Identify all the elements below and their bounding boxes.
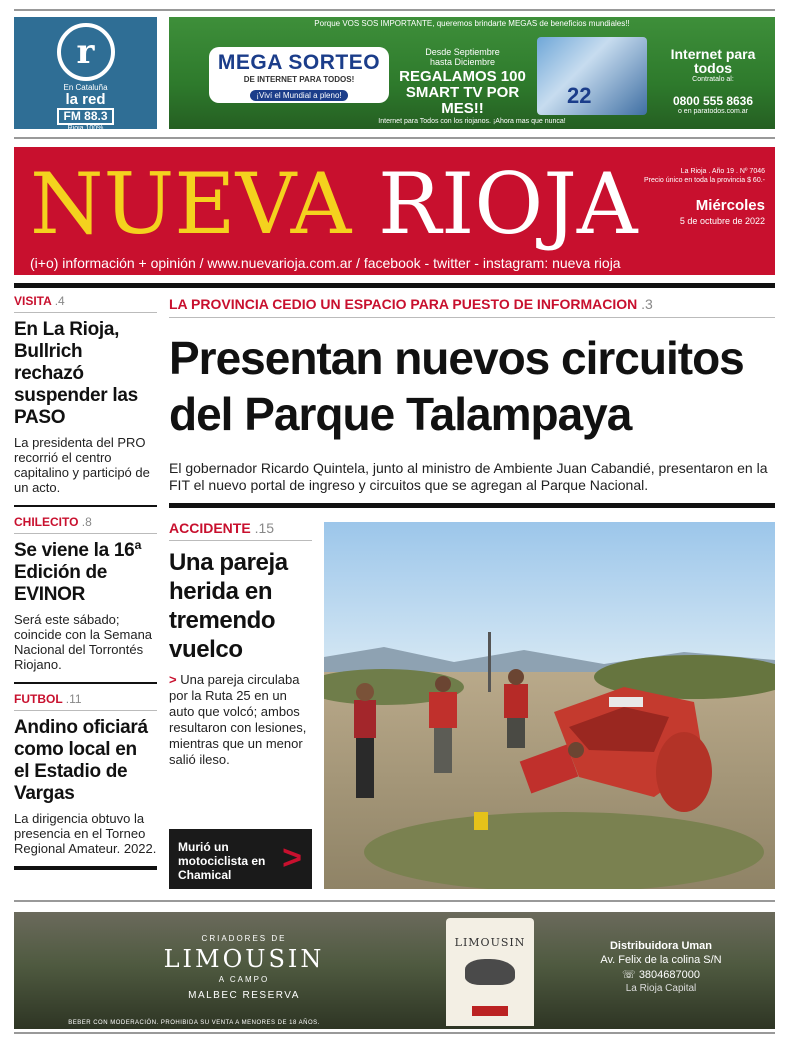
masthead-tagline[interactable]: (i+o) información + opinión / www.nuevarioja.com.ar / facebook - twitter - instagram: nueva rioja	[30, 255, 621, 271]
page-bottom-rule	[14, 1032, 775, 1034]
left-story-futbol[interactable]	[14, 692, 157, 856]
distributor-city: La Rioja Capital	[625, 983, 697, 994]
radio-frequency: FM 88.3	[57, 108, 113, 125]
page-ref: .8	[81, 515, 92, 529]
divider	[14, 710, 157, 711]
limousin-wine: MALBEC RESERVA	[188, 990, 300, 1001]
masthead-price-line: Precio único en toda la provincia $ 60.-	[643, 177, 765, 184]
radio-logo-icon: r	[57, 23, 115, 81]
ad-right-contact	[657, 47, 769, 115]
story-headline[interactable]: Andino oficiará como local en el Estadio de Vargas	[14, 717, 148, 804]
masthead-day: Miércoles	[695, 197, 765, 214]
players-image-icon	[537, 37, 647, 115]
story-summary: La presidenta del PRO recorrió el centro capitalino y participó de un acto.	[14, 435, 150, 495]
masthead-title-rioja: RIOJA	[377, 155, 638, 253]
section-name: CHILECITO	[14, 515, 79, 529]
bottle-brand: LIMOUSIN	[454, 936, 526, 949]
top-rule	[14, 9, 775, 11]
ad-mid-small-1: Desde Septiembre	[425, 47, 500, 57]
masthead-date: 5 de octubre de 2022	[679, 216, 765, 226]
ad-mid-small-2: hasta Diciembre	[429, 57, 496, 67]
divider	[169, 540, 312, 541]
page-ref: .4	[54, 294, 65, 308]
kicker-text: ACCIDENTE	[169, 520, 251, 536]
accident-body-text: Una pareja circulaba por la Ruta 25 en un auto que volcó; ambos resultaron con lesiones, mientras que un menor salió ileso.	[169, 672, 307, 767]
page-ref: .11	[65, 692, 82, 706]
divider	[14, 533, 157, 534]
section-label	[14, 294, 157, 308]
limousin-small-top: CRIADORES DE	[201, 934, 287, 943]
bottle-label-band	[472, 1006, 508, 1016]
section-label	[14, 692, 157, 706]
distributor-phone	[566, 968, 756, 981]
accident-body	[169, 672, 312, 768]
radio-tag: Rioja 100%	[67, 125, 104, 132]
ad-right-sub: Contratalo al:	[692, 76, 734, 83]
header-rule	[14, 137, 775, 139]
accident-photo-illustration	[324, 522, 775, 889]
masthead-issue-line: La Rioja . Año 19 . Nº 7046	[680, 168, 765, 175]
mega-sorteo-title: MEGA SORTEO	[217, 51, 381, 74]
ad-top-line: Porque VOS SOS IMPORTANTE, queremos brindarte MEGAS de beneficios mundiales!!	[314, 19, 630, 28]
left-column	[14, 294, 157, 878]
alcohol-warning: BEBER CON MODERACIÓN. PROHIBIDA SU VENTA A MENORES DE 18 AÑOS.	[68, 1020, 320, 1026]
left-story-chilecito[interactable]	[14, 515, 157, 672]
bottom-ad-rule	[14, 900, 775, 902]
ad-mid-text	[395, 47, 530, 117]
ad-bottom-line: Internet para Todos con los riojanos. ¡Ahora mas que nunca!	[378, 118, 566, 125]
wine-bottle-icon	[446, 918, 534, 1026]
kicker-text: LA PROVINCIA CEDIO UN ESPACIO PARA PUESTO DE INFORMACION	[169, 296, 638, 312]
divider	[14, 866, 157, 870]
mega-sorteo-tag: ¡Viví el Mundial a pleno!	[250, 90, 347, 101]
main-story-deck: El gobernador Ricardo Quintela, junto al ministro de Ambiente Juan Cabandié, presentaron en la FIT el nuevo portal de ingreso y circuitos que se agregan al Parque Nacional.	[169, 460, 768, 493]
story-headline[interactable]: Se viene la 16ª Edición de EVINOR	[14, 540, 142, 605]
ad-right-brand: Internet para todos	[670, 46, 756, 76]
section-label	[14, 515, 157, 529]
section-name: FUTBOL	[14, 692, 63, 706]
accident-kicker	[169, 520, 274, 536]
masthead-bottom-rule	[14, 283, 775, 288]
player-number: 22	[567, 83, 592, 108]
story-headline[interactable]: En La Rioja, Bullrich rechazó suspender las PASO	[14, 319, 138, 428]
accident-photo[interactable]	[324, 522, 775, 889]
whatsapp-icon: ☏	[621, 969, 636, 981]
divider	[14, 312, 157, 313]
distributor-phone-number: 3804687000	[638, 969, 700, 981]
masthead-issue-info	[644, 167, 765, 185]
internet-para-todos-ad[interactable]	[169, 17, 775, 129]
left-story-visita[interactable]	[14, 294, 157, 495]
masthead-title[interactable]	[30, 155, 638, 253]
ad-right-web: o en paratodos.com.ar	[677, 108, 749, 115]
distributor-name: Distribuidora Uman	[609, 940, 713, 952]
limousin-wine-ad[interactable]	[14, 912, 775, 1029]
story-summary: La dirigencia obtuvo la presencia en el Torneo Regional Amateur. 2022.	[14, 811, 157, 856]
promo-motociclista[interactable]	[169, 829, 312, 889]
story-summary: Será este sábado; coincide con la Semana Nacional del Torrontés Riojano.	[14, 612, 153, 672]
distributor-info	[566, 940, 756, 994]
divider	[14, 682, 157, 684]
section-name: VISITA	[14, 294, 52, 308]
distributor-address: Av. Felix de la colina S/N	[600, 954, 722, 966]
divider	[14, 505, 157, 507]
promo-text: Murió un motociclista en Chamical	[178, 840, 266, 882]
divider	[169, 317, 775, 318]
mega-sorteo-badge	[209, 47, 389, 103]
divider	[169, 503, 775, 508]
radio-small-text: En Cataluña	[63, 83, 108, 92]
main-story-headline[interactable]: Presentan nuevos circuitos del Parque Talampaya	[169, 332, 744, 440]
limousin-sub: A CAMPO	[218, 975, 270, 984]
ad-right-phone: 0800 555 8636	[672, 94, 754, 108]
page-ref: .3	[641, 296, 653, 312]
radio-name: la red	[65, 91, 106, 108]
bull-icon	[465, 959, 515, 985]
limousin-brand: LIMOUSIN	[163, 945, 325, 973]
radio-la-red-ad[interactable]	[14, 17, 157, 132]
ad-mid-big: REGALAMOS 100 SMART TV POR MES!!	[399, 68, 526, 117]
chevron-right-icon: >	[282, 839, 302, 877]
masthead-title-nueva: NUEVA	[30, 155, 352, 253]
main-story-kicker	[169, 296, 653, 312]
masthead	[14, 147, 775, 275]
mega-sorteo-sub: DE INTERNET PARA TODOS!	[243, 75, 355, 84]
page-ref: .15	[254, 520, 275, 536]
accident-headline[interactable]: Una pareja herida en tremendo vuelco	[169, 549, 288, 663]
bullet-arrow-icon: >	[169, 672, 177, 687]
